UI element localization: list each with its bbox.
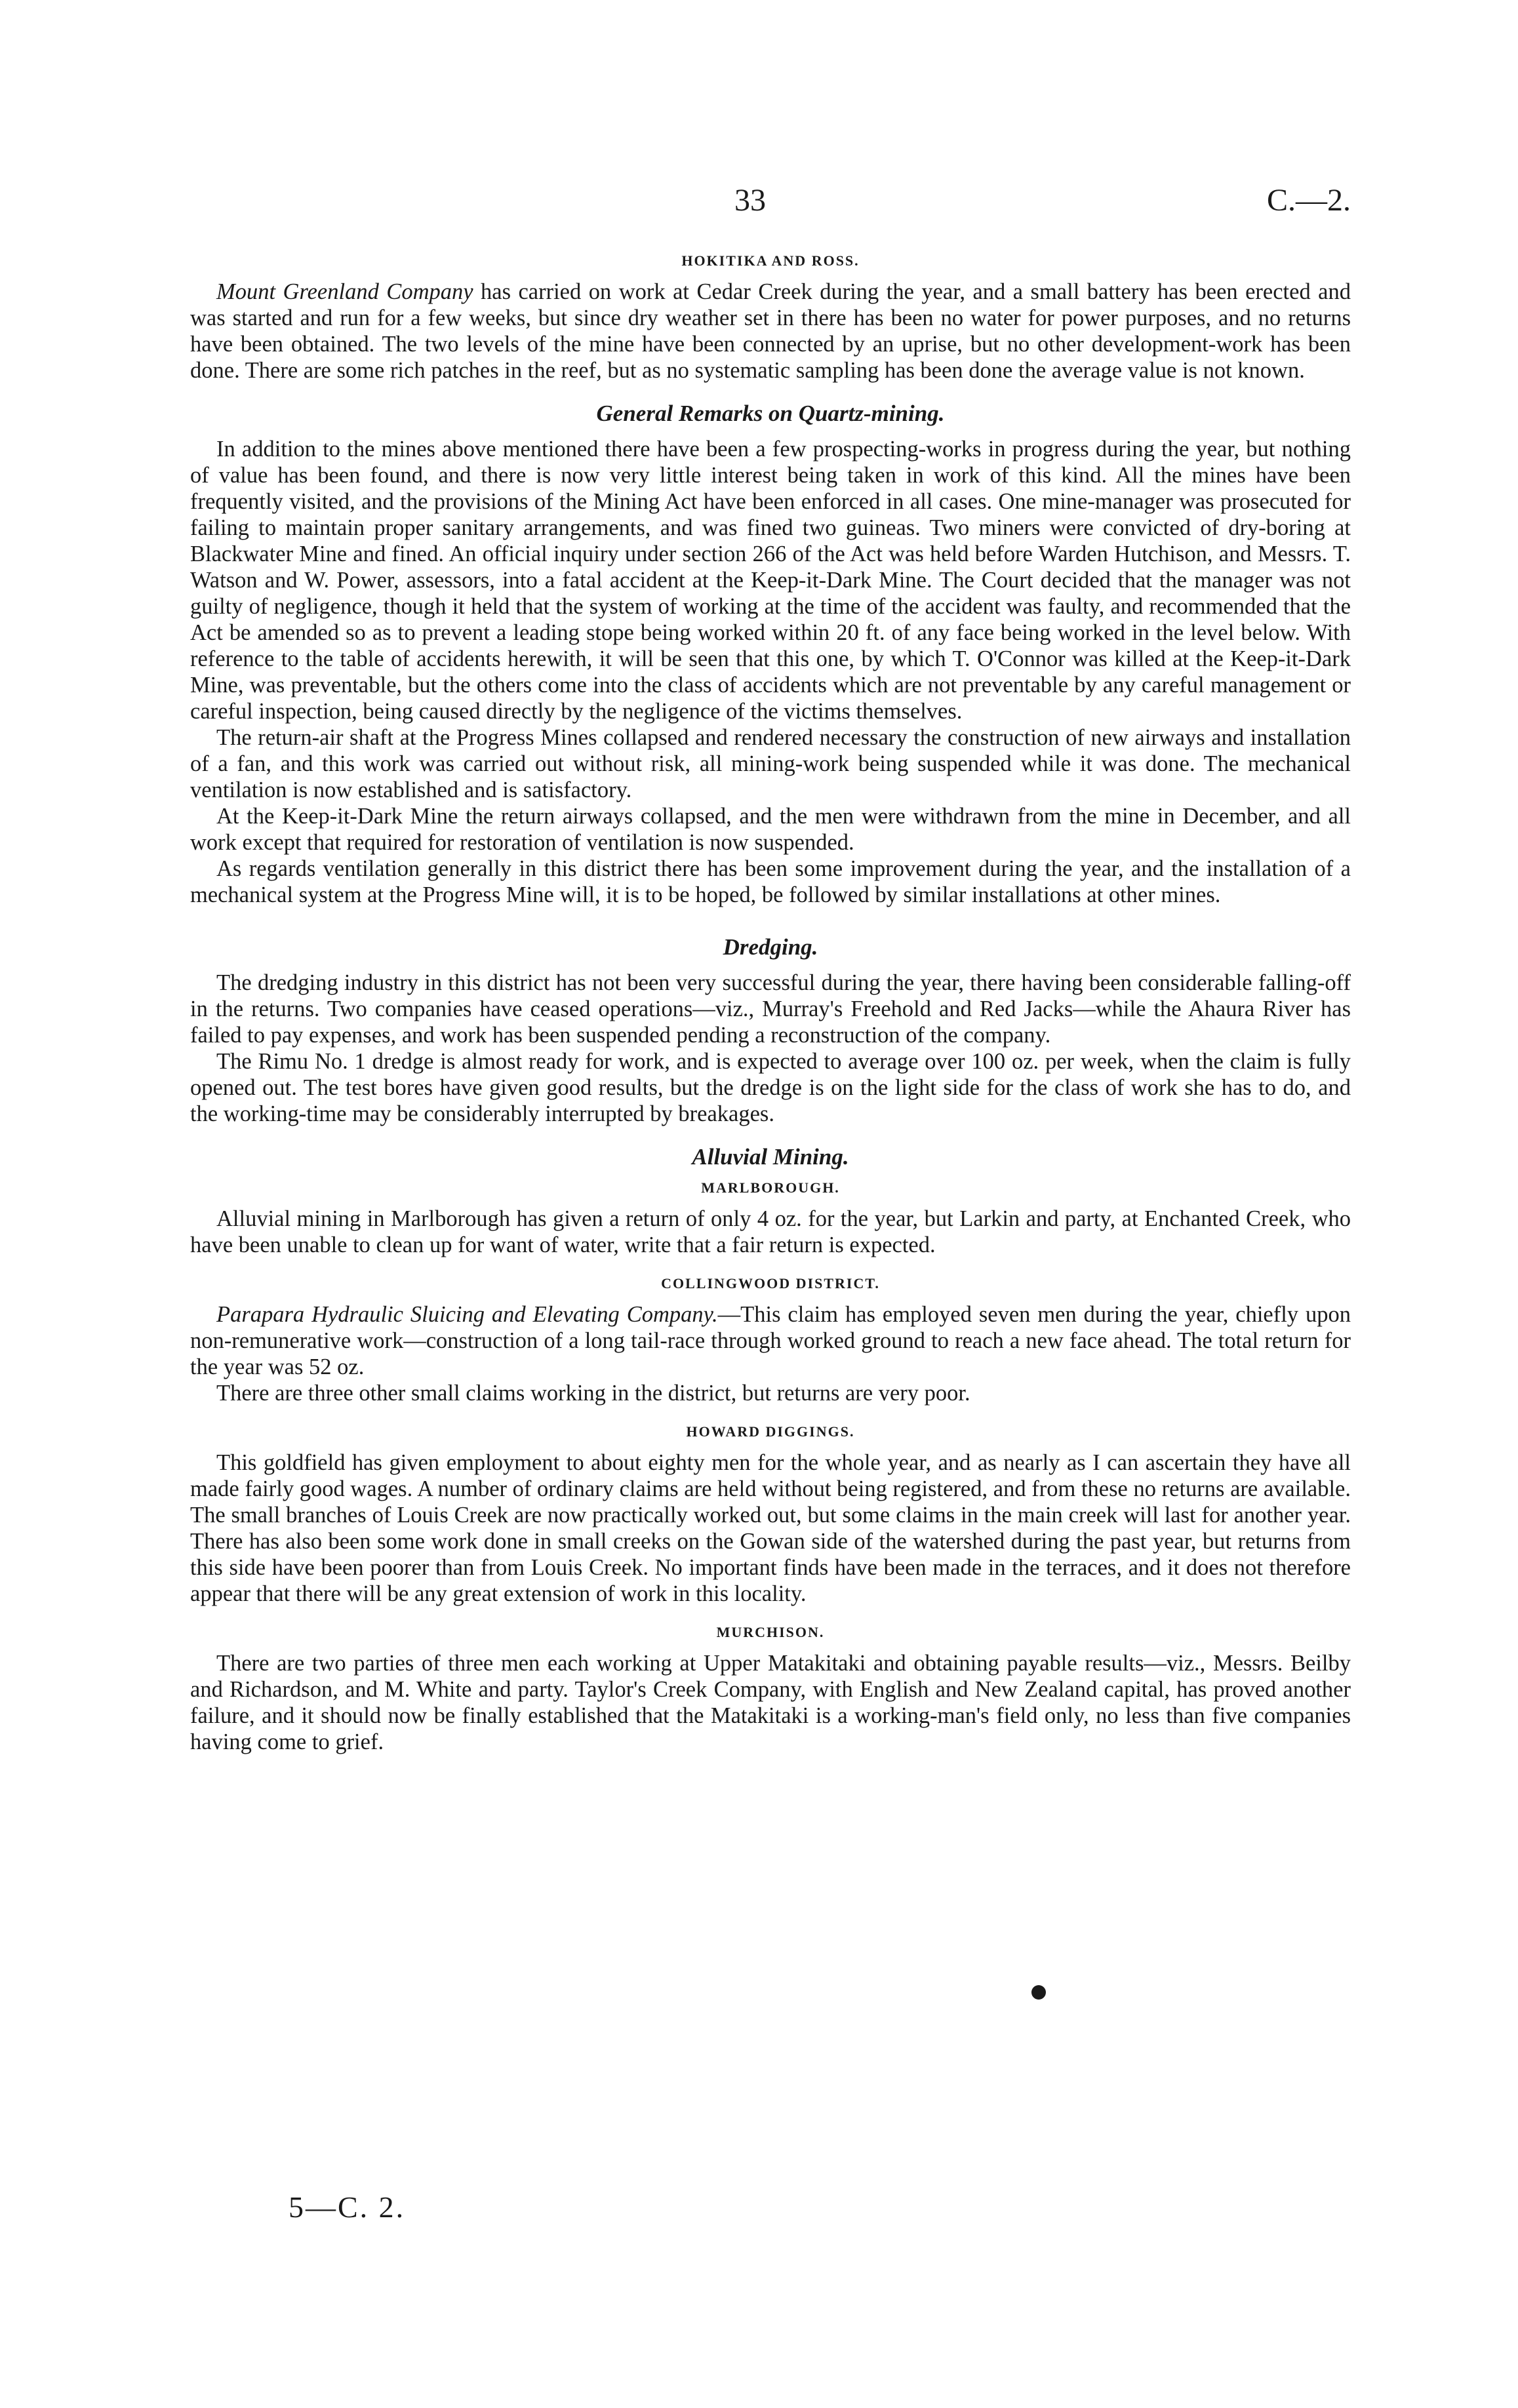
section-heading-quartz: General Remarks on Quartz-mining. [596,401,945,426]
paragraph: There are three other small claims working in the district, but returns are very poor. [216,1381,970,1406]
paragraph: In addition to the mines above mentioned there have been a few prospecting-works in progress during the year, but nothing of value has been found, and there is now very little interest being taken in work of this kind. All the mines have been frequently visited, and the provisions of the Mining Act have been enforced in all cases. One mine-manager was prosecuted for failing to maintain proper sanitary arrangements, and was fined two guineas. Two miners were convicted of dry-boring at Blackwater Mine and fined. An official inquiry under section 266 of the Act was held before Warden Hutchison, and Messrs. T. Watson and W. Power, assessors, into a fatal accident at the Keep-it-Dark Mine. The Court decided that the manager was not guilty of negligence, though it held that the system of working at the time of the accident was faulty, and recommended that the Act be amended so as to prevent a leading stope being worked within 20 ft. of any face being worked in the level below. With reference to the table of accidents herewith, it will be seen that this one, by which T. O'Connor was killed at the Keep-it-Dark Mine, was preventable, but the others come into the class of accidents which are not preventable by any careful management or careful inspection, being caused directly by the negligence of the victims themselves. [190,437,1351,724]
subheading-collingwood: COLLINGWOOD DISTRICT. [661,1275,880,1292]
paragraph: The Rimu No. 1 dredge is almost ready for work, and is expected to average over 100 oz. per week, when the claim is fully opened out. The test bores have given good results, but the dredge is on the light side for the class of work she has to do, and the working-time may be considerably interrupted by breakages. [190,1049,1351,1126]
running-header [190,182,1351,228]
subheading-howard: HOWARD DIGGINGS. [686,1423,855,1440]
paragraph: The return-air shaft at the Progress Mines collapsed and rendered necessary the construction of new airways and installation of a fan, and this work was carried out without risk, all mining-work being suspended while it was done. The mechanical ventilation is now established and is satisfactory. [190,725,1351,802]
paragraph: Alluvial mining in Marlborough has given a return of only 4 oz. for the year, but Larkin and party, at Enchanted Creek, who have been unable to clean up for want of water, write that a fair return is expected. [190,1206,1351,1257]
company-name: Mount Greenland Company [216,279,473,304]
paragraph: The dredging industry in this district has not been very successful during the year, there having been considerable falling-off in the returns. Two companies have ceased operations—viz., Murray's Freehold and Red Jacks—while the Ahaura River has failed to pay expenses, and work has been suspended pending a reconstruction of the company. [190,970,1351,1048]
paragraph: There are two parties of three men each working at Upper Matakitaki and obtaining payable results—viz., Messrs. Beilby and Richardson, and M. White and party. Taylor's Creek Company, with English and New Zealand capital, has proved another failure, and it should now be finally established that the Matakitaki is a working-man's field only, no less than five companies having come to grief. [190,1651,1351,1754]
section-heading-hokitika: HOKITIKA AND ROSS. [681,252,860,269]
subheading-murchison: MURCHISON. [716,1624,825,1640]
paragraph [190,1301,1351,1380]
paragraph-text: —This claim has employed seven men during the year, chiefly upon non-remunerative work—construction of a long tail-race through worked ground to reach a new face ahead. The total return for the year was 52 oz. [190,1302,1351,1379]
section-heading-dredging: Dredging. [723,934,818,960]
page-body [190,252,1351,1755]
paragraph: At the Keep-it-Dark Mine the return airways collapsed, and the men were withdrawn from the mine in December, and all work except that required for restoration of ventilation is now suspended. [190,804,1351,855]
ink-dot [1031,1985,1046,2000]
sheet-signature: 5—C. 2. [289,2190,406,2224]
paragraph [190,279,1351,384]
paragraph-text: has carried on work at Cedar Creek during the year, and a small battery has been erected and was started and run for a few weeks, but since dry weather set in there has been no water for power purposes, and no returns have been obtained. The two levels of the mine have been connected by an uprise, but no other development-work has been done. There are some rich patches in the reef, but as no systematic sampling has been done the average value is not known. [190,279,1351,383]
paragraph: This goldfield has given employment to about eighty men for the whole year, and as nearly as I can ascertain they have all made fairly good wages. A number of ordinary claims are held without being registered, and from these no returns are available. The small branches of Louis Creek are now practically worked out, but some claims in the main creek will last for another year. There has also been some work done in small creeks on the Gowan side of the watershed during the past year, but returns from this side have been poorer than from Louis Creek. No important finds have been made in the terraces, and it does not therefore appear that there will be any great extension of work in this locality. [190,1450,1351,1606]
subheading-marlborough: MARLBOROUGH. [701,1179,840,1196]
company-name: Parapara Hydraulic Sluicing and Elevating Company. [216,1302,718,1327]
section-heading-alluvial: Alluvial Mining. [692,1144,849,1170]
series-code: C.—2. [1266,183,1351,218]
paragraph: As regards ventilation generally in this district there has been some improvement during the year, and the installation of a mechanical system at the Progress Mine will, it is to be hoped, be followed by similar installations at other mines. [190,856,1351,907]
page-number: 33 [734,183,766,218]
